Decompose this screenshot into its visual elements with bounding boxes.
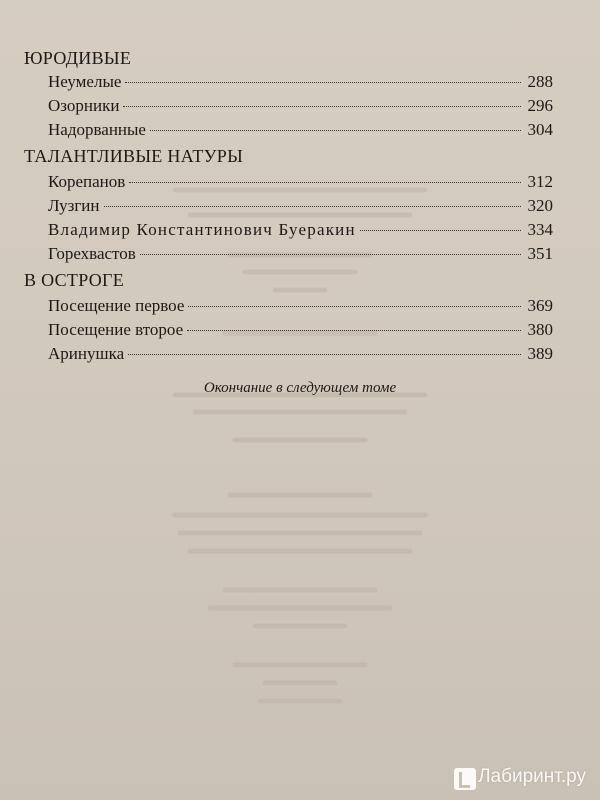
- toc-entry-title: Посещение первое: [48, 296, 185, 315]
- dot-leader: [187, 330, 521, 331]
- section-title: ЮРОДИВЫЕ: [24, 48, 132, 68]
- toc-entry-title: Лузгин: [48, 196, 100, 215]
- dot-leader: [150, 130, 521, 131]
- toc-entry-title: Посещение второе: [48, 320, 184, 339]
- toc-entry[interactable]: [48, 120, 553, 142]
- toc-entry-title: Надорванные: [48, 120, 146, 139]
- dot-leader: [104, 206, 522, 207]
- toc-entry-page: 389: [527, 344, 553, 363]
- toc-entry-page: 369: [527, 296, 553, 315]
- toc-entry[interactable]: [48, 244, 553, 266]
- toc-entry[interactable]: [48, 344, 553, 366]
- toc-entry-title: Корепанов: [48, 172, 126, 191]
- toc-entry[interactable]: [48, 296, 553, 318]
- dot-leader: [360, 230, 521, 231]
- labirint-logo-icon: [454, 768, 476, 790]
- toc-entry-page: 304: [527, 120, 553, 139]
- toc-entry-page: 320: [527, 196, 553, 215]
- watermark: [454, 766, 586, 788]
- section-title: ТАЛАНТЛИВЫЕ НАТУРЫ: [24, 146, 244, 166]
- continuation-note: Окончание в следующем томе: [203, 380, 397, 396]
- watermark-text: Лабиринт.ру: [478, 766, 586, 787]
- toc-entry-page: 334: [527, 220, 553, 239]
- section-title: В ОСТРОГЕ: [24, 270, 125, 290]
- toc-entry-page: 296: [527, 96, 553, 115]
- toc-entry-title: Аринушка: [48, 344, 125, 363]
- toc-entry-page: 312: [527, 172, 553, 191]
- toc-entry-title: Неумелые: [48, 72, 122, 91]
- toc-entry-page: 288: [527, 72, 553, 91]
- dot-leader: [123, 106, 521, 107]
- dot-leader: [129, 182, 521, 183]
- toc-entry[interactable]: [48, 72, 553, 94]
- toc-entry-title: Владимир Константинович Буеракин: [48, 220, 356, 239]
- toc-entry-page: 380: [527, 320, 553, 339]
- dot-leader: [125, 82, 521, 83]
- toc-entry-page: 351: [527, 244, 553, 263]
- toc-entry[interactable]: [48, 96, 553, 118]
- toc-entry[interactable]: [48, 220, 553, 242]
- toc-entry-title: Горехвастов: [48, 244, 136, 263]
- toc-entry[interactable]: [48, 196, 553, 218]
- dot-leader: [188, 306, 521, 307]
- dot-leader: [128, 354, 521, 355]
- toc-entry[interactable]: [48, 172, 553, 194]
- toc-entry-title: Озорники: [48, 96, 120, 115]
- dot-leader: [140, 254, 521, 255]
- toc-entry[interactable]: [48, 320, 553, 342]
